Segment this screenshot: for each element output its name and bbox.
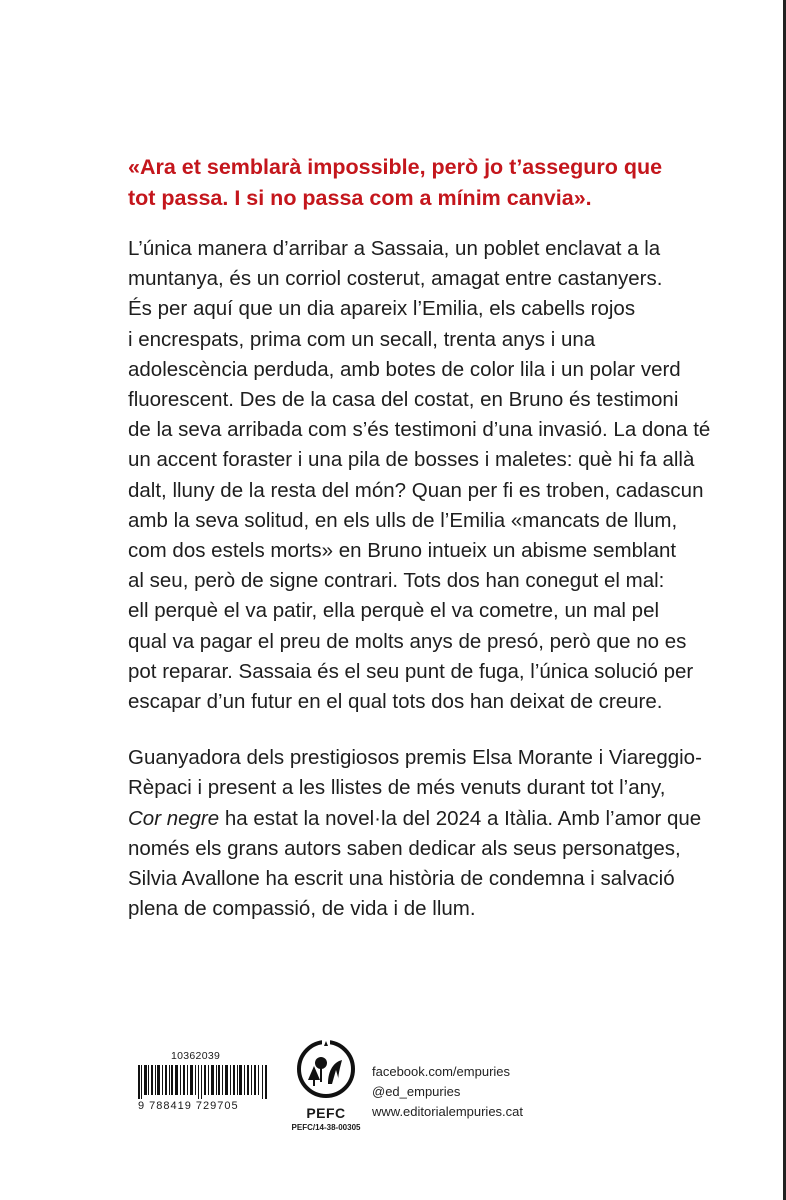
synopsis-line: i encrespats, prima com un secall, trenta anys i una [128, 327, 596, 351]
synopsis-line: adolescència perduda, amb botes de color lila i un polar verd [128, 357, 681, 381]
synopsis-line: pot reparar. Sassaia és el seu punt de fuga, l’única solució per [128, 659, 694, 683]
pull-quote [128, 152, 673, 214]
pefc-label: PEFC [306, 1105, 346, 1121]
synopsis-line: muntanya, és un corriol costerut, amagat entre castanyers. [128, 267, 663, 291]
synopsis-line: un accent foraster i una pila de bosses i maletes: què hi fa allà [128, 448, 695, 472]
praise-line: Silvia Avallone ha escrit una història de condemna i salvació [128, 867, 675, 891]
synopsis-line: de la seva arribada com s’és testimoni d’una invasió. La dona té [128, 418, 711, 442]
synopsis-line: És per aquí que un dia apareix l’Emilia, els cabells rojos [128, 297, 636, 321]
synopsis-line: fluorescent. Des de la casa del costat, en Bruno és testimoni [128, 388, 679, 412]
praise-line: Rèpaci i present a les llistes de més venuts durant tot l’any, [128, 776, 666, 800]
pefc-logo-icon [294, 1040, 358, 1098]
synopsis-line: amb la seva solitud, en els ulls de l’Emilia «mancats de llum, [128, 508, 678, 532]
synopsis-line: com dos estels morts» en Bruno intueix un abisme semblant [128, 539, 677, 563]
synopsis-line: L’única manera d’arribar a Sassaia, un poblet enclavat a la [128, 237, 661, 260]
pefc-code: PEFC/14-38-00305 [291, 1123, 361, 1132]
praise-paragraph [128, 743, 702, 924]
facebook-link[interactable]: facebook.com/empuries [372, 1064, 511, 1079]
praise-line-rest: ha estat la novel·la del 2024 a Itàlia. Amb l’amor que [219, 806, 702, 830]
quote-line: «Ara et semblarà impossible, però jo t’asseguro que [128, 155, 663, 179]
praise-line: Guanyadora dels prestigiosos premis Elsa Morante i Viareggio- [128, 746, 702, 770]
website-link[interactable]: www.editorialempuries.cat [372, 1104, 524, 1119]
isbn-digits: 9 788419 729705 [138, 1100, 239, 1112]
isbn-barcode [138, 1050, 270, 1112]
back-cover-text [128, 152, 711, 950]
synopsis-line: escapar d’un futur en el qual tots dos han deixat de creure. [128, 690, 663, 714]
synopsis-line: al seu, però de signe contrari. Tots dos han conegut el mal: [128, 569, 665, 593]
praise-line [128, 804, 702, 834]
book-title: Cor negre [128, 806, 220, 830]
internal-code: 10362039 [171, 1050, 221, 1062]
synopsis-line: qual va pagar el preu de molts anys de presó, però que no es [128, 629, 687, 653]
barcode-icon [138, 1065, 268, 1099]
pefc-certification [286, 1040, 366, 1132]
praise-line: plena de compassió, de vida i de llum. [128, 897, 476, 921]
synopsis-line: dalt, lluny de la resta del món? Quan per fi es troben, cadascun [128, 478, 704, 502]
quote-line: tot passa. I si no passa com a mínim canvia». [128, 186, 592, 210]
twitter-handle[interactable]: @ed_empuries [372, 1084, 461, 1099]
praise-line: només els grans autors saben dedicar als seus personatges, [128, 836, 681, 860]
synopsis-line: ell perquè el va patir, ella perquè el va cometre, un mal pel [128, 599, 660, 623]
publisher-contact [372, 1062, 523, 1122]
synopsis-paragraph [128, 234, 711, 717]
